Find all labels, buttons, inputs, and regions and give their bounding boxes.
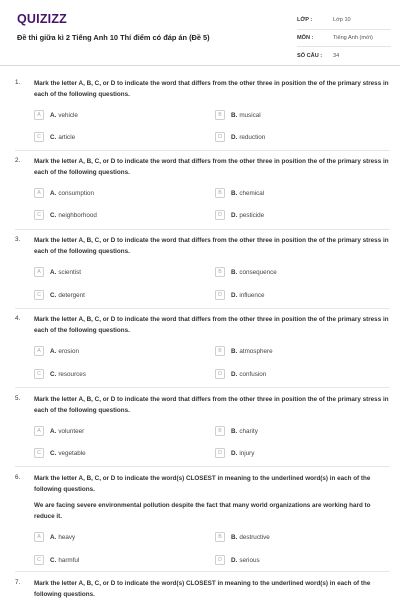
option-a[interactable] bbox=[34, 187, 94, 199]
option-a[interactable] bbox=[34, 425, 84, 437]
option-letter: B. bbox=[231, 533, 238, 541]
question-divider bbox=[15, 571, 390, 572]
option-text: injury bbox=[239, 449, 255, 457]
option-text: heavy bbox=[58, 533, 76, 541]
option-c[interactable] bbox=[34, 554, 79, 566]
question-divider bbox=[15, 387, 390, 388]
option-text: pesticide bbox=[239, 211, 265, 219]
option-d[interactable] bbox=[215, 554, 260, 566]
quizizz-logo: QUIZIZZ bbox=[17, 12, 68, 26]
option-text: vegetable bbox=[58, 449, 86, 457]
option-letter: A. bbox=[50, 189, 57, 197]
option-letter: B. bbox=[231, 427, 238, 435]
question-number: 4. bbox=[15, 315, 21, 322]
question-divider bbox=[15, 466, 390, 467]
option-d[interactable] bbox=[215, 368, 266, 380]
question-prompt: Mark the letter A, B, C, or D to indicate the word that differs from the other three in position the of the primary stress in each of the following questions. bbox=[34, 80, 389, 98]
option-text: destructive bbox=[239, 533, 270, 541]
option-d[interactable] bbox=[215, 209, 264, 221]
option-c[interactable] bbox=[34, 289, 85, 301]
option-d[interactable] bbox=[215, 289, 265, 301]
option-letter: B. bbox=[231, 189, 238, 197]
option-b[interactable] bbox=[215, 345, 273, 357]
option-letter: D. bbox=[231, 370, 238, 378]
option-text: harmful bbox=[58, 556, 80, 564]
option-letter: C. bbox=[50, 370, 57, 378]
meta-value: Lớp 10 bbox=[333, 17, 351, 24]
worksheet-header bbox=[0, 0, 400, 66]
option-letter: C. bbox=[50, 211, 57, 219]
meta-label: SỐ CÂU : bbox=[297, 52, 323, 59]
option-letter-box: B bbox=[215, 346, 225, 356]
question-number: 1. bbox=[15, 79, 21, 86]
option-c[interactable] bbox=[34, 131, 75, 143]
option-letter: A. bbox=[50, 111, 57, 119]
option-letter-box: C bbox=[34, 448, 44, 458]
option-letter: B. bbox=[231, 111, 238, 119]
option-text: consequence bbox=[239, 268, 277, 276]
option-text: neighborhood bbox=[58, 211, 97, 219]
option-letter-box: D bbox=[215, 210, 225, 220]
option-letter-box: D bbox=[215, 290, 225, 300]
option-letter: A. bbox=[50, 268, 57, 276]
option-letter-box: D bbox=[215, 132, 225, 142]
option-text: detergent bbox=[58, 291, 85, 299]
option-c[interactable] bbox=[34, 368, 86, 380]
option-letter-box: A bbox=[34, 532, 44, 542]
option-letter: C. bbox=[50, 449, 57, 457]
option-letter-box: D bbox=[215, 555, 225, 565]
option-letter-box: D bbox=[215, 448, 225, 458]
option-letter-box: C bbox=[34, 369, 44, 379]
option-c[interactable] bbox=[34, 447, 86, 459]
option-letter-box: B bbox=[215, 267, 225, 277]
meta-row-subject bbox=[297, 30, 391, 48]
question-prompt: Mark the letter A, B, C, or D to indicate the word that differs from the other three in position the of the primary stress in each of the following questions. bbox=[34, 158, 389, 176]
meta-row-class bbox=[297, 12, 391, 30]
question-number: 7. bbox=[15, 579, 21, 586]
option-b[interactable] bbox=[215, 109, 261, 121]
option-d[interactable] bbox=[215, 131, 265, 143]
question-prompt: Mark the letter A, B, C, or D to indicate the word that differs from the other three in position the of the primary stress in each of the following questions. bbox=[34, 316, 389, 334]
question-prompt: Mark the letter A, B, C, or D to indicate the word(s) CLOSEST in meaning to the underlined word(s) in each of the following questions. bbox=[34, 475, 371, 493]
question-divider bbox=[15, 150, 390, 151]
option-letter-box: A bbox=[34, 426, 44, 436]
option-text: musical bbox=[239, 111, 261, 119]
question-passage: We are facing severe environmental pollution despite the fact that many world organizations are working hard to reduce it. bbox=[34, 502, 371, 520]
meta-label: LỚP : bbox=[297, 17, 313, 24]
option-d[interactable] bbox=[215, 447, 254, 459]
option-letter: B. bbox=[231, 268, 238, 276]
option-letter: D. bbox=[231, 211, 238, 219]
worksheet-title: Đề thi giữa kì 2 Tiếng Anh 10 Thí điểm có đáp án (Đề 5) bbox=[17, 33, 210, 42]
option-letter-box: C bbox=[34, 555, 44, 565]
option-text: reduction bbox=[239, 133, 266, 141]
question-prompt: Mark the letter A, B, C, or D to indicate the word(s) CLOSEST in meaning to the underlined word(s) in each of the following questions. bbox=[34, 580, 371, 598]
option-text: consumption bbox=[58, 189, 95, 197]
question-divider bbox=[15, 229, 390, 230]
option-letter-box: A bbox=[34, 346, 44, 356]
option-b[interactable] bbox=[215, 531, 270, 543]
question-prompt: Mark the letter A, B, C, or D to indicate the word that differs from the other three in position the of the primary stress in each of the following questions. bbox=[34, 396, 389, 414]
meta-row-count bbox=[297, 47, 391, 65]
option-letter-box: B bbox=[215, 110, 225, 120]
option-text: influence bbox=[239, 291, 265, 299]
option-letter: D. bbox=[231, 449, 238, 457]
option-a[interactable] bbox=[34, 345, 79, 357]
option-text: serious bbox=[239, 556, 260, 564]
question-divider bbox=[15, 308, 390, 309]
option-text: vehicle bbox=[58, 111, 78, 119]
option-letter-box: C bbox=[34, 132, 44, 142]
option-letter: C. bbox=[50, 556, 57, 564]
option-letter: C. bbox=[50, 133, 57, 141]
option-letter-box: C bbox=[34, 290, 44, 300]
question-number: 2. bbox=[15, 157, 21, 164]
option-letter: A. bbox=[50, 427, 57, 435]
question-number: 5. bbox=[15, 395, 21, 402]
option-b[interactable] bbox=[215, 266, 277, 278]
option-letter: C. bbox=[50, 291, 57, 299]
option-a[interactable] bbox=[34, 109, 78, 121]
option-letter-box: B bbox=[215, 188, 225, 198]
option-letter-box: B bbox=[215, 532, 225, 542]
option-letter: A. bbox=[50, 533, 57, 541]
option-text: scientist bbox=[58, 268, 82, 276]
question-number: 6. bbox=[15, 474, 21, 481]
option-letter: D. bbox=[231, 133, 238, 141]
option-letter: D. bbox=[231, 556, 238, 564]
option-a[interactable] bbox=[34, 266, 81, 278]
meta-value: 34 bbox=[333, 52, 340, 59]
option-letter-box: A bbox=[34, 188, 44, 198]
option-text: chemical bbox=[239, 189, 265, 197]
option-letter: D. bbox=[231, 291, 238, 299]
option-letter-box: B bbox=[215, 426, 225, 436]
option-letter: B. bbox=[231, 347, 238, 355]
option-text: charity bbox=[239, 427, 258, 435]
option-b[interactable] bbox=[215, 425, 258, 437]
meta-value: Tiếng Anh (mới) bbox=[333, 34, 373, 41]
option-c[interactable] bbox=[34, 209, 97, 221]
worksheet-meta bbox=[297, 12, 391, 65]
meta-label: MÔN : bbox=[297, 34, 314, 41]
option-text: resources bbox=[58, 370, 86, 378]
option-letter-box: C bbox=[34, 210, 44, 220]
option-letter-box: A bbox=[34, 110, 44, 120]
question-prompt: Mark the letter A, B, C, or D to indicate the word that differs from the other three in position the of the primary stress in each of the following questions. bbox=[34, 237, 389, 255]
option-a[interactable] bbox=[34, 531, 75, 543]
option-text: article bbox=[58, 133, 76, 141]
option-letter-box: D bbox=[215, 369, 225, 379]
option-text: erosion bbox=[58, 347, 79, 355]
option-b[interactable] bbox=[215, 187, 264, 199]
question-number: 3. bbox=[15, 236, 21, 243]
option-text: confusion bbox=[239, 370, 267, 378]
option-letter-box: A bbox=[34, 267, 44, 277]
option-text: atmosphere bbox=[239, 347, 273, 355]
option-text: volunteer bbox=[58, 427, 85, 435]
option-letter: A. bbox=[50, 347, 57, 355]
